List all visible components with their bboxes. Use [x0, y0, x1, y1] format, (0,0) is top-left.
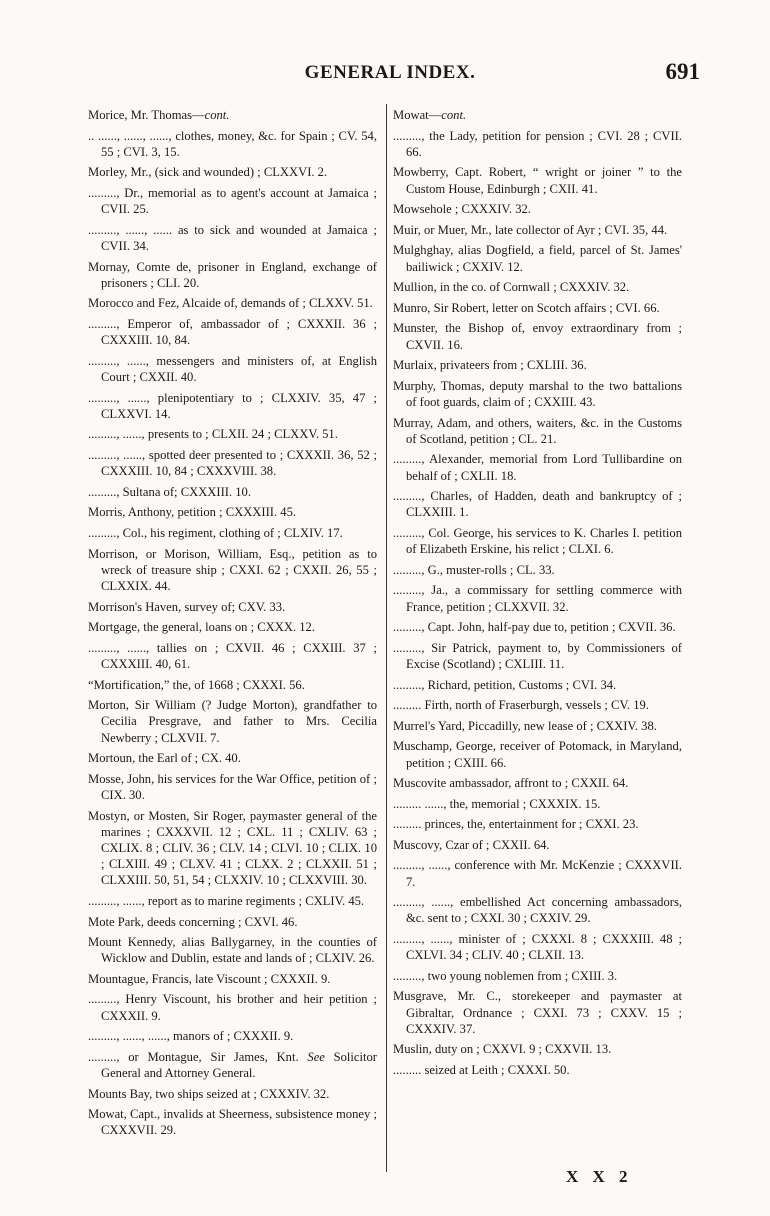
see-target: Solicitor General and Attorney General.: [101, 1049, 378, 1081]
page-header: [86, 59, 700, 90]
entry-text: ........., Richard, petition, Customs ; CVI. 34.: [393, 677, 617, 692]
index-entry: [88, 914, 377, 930]
left-index-column: [88, 107, 377, 1143]
entry-text: Morris, Anthony, petition ; CXXXIII. 45.: [88, 505, 297, 520]
index-entry: [88, 316, 377, 348]
entry-text: Mornay, Comte de, prisoner in England, exchange of prisoners ; CLI. 20.: [88, 259, 377, 290]
index-entry: [393, 894, 682, 926]
index-entry: [393, 488, 682, 520]
entry-text: ........., or Montague, Sir James, Knt.: [88, 1049, 299, 1064]
index-entry: [88, 1028, 377, 1044]
index-entry: [393, 562, 682, 578]
entry-text: ........., Ja., a commissary for settling commerce with France, petition ; CLXXVII. 32.: [393, 583, 682, 614]
entry-text: Muslin, duty on ; CXXVI. 9 ; CXXVII. 13.: [393, 1042, 612, 1057]
index-entry: [88, 484, 377, 500]
index-entry: [393, 201, 682, 217]
entry-text: Mount Kennedy, alias Ballygarney, in the counties of Wicklow and Dublin, estate and lands of ; CLXIV. 26.: [88, 935, 377, 966]
entry-text: ........., Henry Viscount, his brother and heir petition ; CXXXII. 9.: [88, 992, 377, 1023]
index-entry: [88, 353, 377, 385]
entry-text: ........., ......, plenipotentiary to ; CLXXIV. 35, 47 ; CLXXVI. 14.: [88, 390, 377, 421]
column-divider: [386, 104, 387, 1172]
index-entry: [393, 988, 682, 1037]
entry-text: Morton, Sir William (? Judge Morton), grandfather to Cecilia Presgrave, and father to Mrs. Cecilia Newberry ; CLXVII. 7.: [88, 698, 377, 745]
entry-text: Mosse, John, his services for the War Office, petition of ; CIX. 30.: [88, 771, 377, 802]
entry-text: ......... ......, the, memorial ; CXXXIX. 15.: [393, 796, 601, 811]
index-entry: [88, 893, 377, 909]
entry-text: ........., Alexander, memorial from Lord Tullibardine on behalf of ; CXLII. 18.: [393, 452, 682, 483]
entry-text: Morocco and Fez, Alcaide of, demands of ; CLXXV. 51.: [88, 296, 373, 311]
index-entry: [88, 599, 377, 615]
entry-text: Morrison, or Morison, William, Esq., petition as to wreck of treasure ship ; CXXI. 62 ; CXXII. 26, 55 ; CLXXIX. 44.: [88, 546, 377, 593]
continued-label: cont.: [441, 108, 467, 122]
index-entry: [393, 857, 682, 889]
index-entry: [393, 837, 682, 853]
index-entry: [88, 107, 377, 123]
index-entry: [88, 447, 377, 479]
index-entry: [393, 164, 682, 196]
entry-text: ........., ......, tallies on ; CXVII. 46 ; CXXIII. 37 ; CXXXIII. 40, 61.: [88, 640, 377, 671]
entry-text: Murlaix, privateers from ; CXLIII. 36.: [393, 358, 587, 373]
entry-text: Mortgage, the general, loans on ; CXXX. 12.: [88, 620, 315, 635]
index-entry: [393, 378, 682, 410]
index-entry: [393, 931, 682, 963]
index-entry: [88, 771, 377, 803]
index-entry: [88, 991, 377, 1023]
entry-text: “Mortification,” the, of 1668 ; CXXXI. 56.: [88, 677, 305, 692]
entry-text: Mote Park, deeds concerning ; CXVI. 46.: [88, 914, 298, 929]
index-entry: [393, 242, 682, 274]
index-entry: [88, 1086, 377, 1102]
entry-text: ........., Col. George, his services to K. Charles I. petition of Elizabeth Erskine, his relict ; CLXI. 6.: [393, 525, 682, 557]
index-entry: [88, 640, 377, 672]
index-entry: [88, 971, 377, 987]
index-entry: [88, 164, 377, 180]
index-entry: [88, 677, 377, 693]
entry-text: Mortoun, the Earl of ; CX. 40.: [88, 751, 241, 766]
running-title: GENERAL INDEX.: [304, 62, 476, 83]
entry-text: ........., Col., his regiment, clothing of ; CLXIV. 17.: [88, 525, 343, 540]
entry-text: Munro, Sir Robert, letter on Scotch affairs ; CVI. 66.: [393, 300, 660, 315]
entry-text: ........., ......, conference with Mr. McKenzie ; CXXXVII. 7.: [393, 858, 682, 889]
entry-text: Mostyn, or Mosten, Sir Roger, paymaster general of the marines ; CXXXVII. 12 ; CXL. 11 ; CXLIV. 63 ; CXLIX. 8 ; CLIV. 36 ; CLV. 14 ; CLVI. 10 ; CLIX. 10 ; CLXIII. 49 ; CLXV. 41 ; CLXX. 2 ; CLXXII. 51 ; CLXXIII. 50, 51, 54 ; CLXXIV. 10 ; CLXXVIII. 30.: [88, 808, 377, 888]
signature-mark: X X 2: [566, 1167, 633, 1186]
entry-text: Muschamp, George, receiver of Potomack, in Maryland, petition ; CXIII. 66.: [393, 739, 682, 770]
entry-text: Mowsehole ; CXXXIV. 32.: [393, 202, 531, 217]
entry-text: ........., ......, presents to ; CLXII. 24 ; CLXXV. 51.: [88, 427, 338, 442]
entry-text: ........., ......, embellished Act concerning ambassadors, &c. sent to ; CXXI. 30 ; CXXIV. 29.: [393, 895, 682, 926]
index-entry: [88, 390, 377, 422]
entry-text: ........., ......, messengers and ministers of, at English Court ; CXXII. 40.: [88, 353, 377, 384]
see-reference: See: [307, 1049, 325, 1064]
index-entry: [393, 222, 682, 238]
entry-text: Murray, Adam, and others, waiters, &c. in the Customs of Scotland, petition ; CL. 21.: [393, 415, 682, 446]
index-entry: [88, 1106, 377, 1138]
entry-text: Murphy, Thomas, deputy marshal to the two battalions of foot guards, claim of ; CXXIII. 43.: [393, 378, 682, 409]
entry-text: Murrel's Yard, Piccadilly, new lease of ; CXXIV. 38.: [393, 718, 657, 733]
index-entry: [393, 677, 682, 693]
entry-text: ........., two young noblemen from ; CXIII. 3.: [393, 968, 618, 983]
index-entry: [393, 300, 682, 316]
entry-text: ........., ......, report as to marine regiments ; CXLIV. 45.: [88, 893, 365, 908]
index-entry: [88, 750, 377, 766]
right-index-column: [393, 107, 682, 1083]
index-entry: [88, 546, 377, 595]
index-entry: [393, 718, 682, 734]
entry-text: Morley, Mr., (sick and wounded) ; CLXXVI. 2.: [88, 165, 328, 180]
entry-text: ........., ......, ...... as to sick and wounded at Jamaica ; CVII. 34.: [88, 222, 377, 253]
entry-text: Muir, or Muer, Mr., late collector of Ayr ; CVI. 35, 44.: [393, 222, 668, 237]
entry-text: Muscovy, Czar of ; CXXII. 64.: [393, 837, 550, 852]
index-entry: [393, 357, 682, 373]
entry-text: Mountague, Francis, late Viscount ; CXXXII. 9.: [88, 971, 331, 986]
index-entry: [393, 796, 682, 812]
index-entry: [393, 525, 682, 557]
entry-text: ......... Firth, north of Fraserburgh, vessels ; CV. 19.: [393, 698, 649, 713]
index-entry: [393, 128, 682, 160]
entry-text: Musgrave, Mr. C., storekeeper and paymaster at Gibraltar, Ordnance ; CXXI. 73 ; CXXV. 15 ; CXXXIV. 37.: [393, 989, 682, 1036]
entry-text: Mowat—: [393, 108, 442, 122]
entry-text: Mullion, in the co. of Cornwall ; CXXXIV. 32.: [393, 280, 630, 295]
index-entry: [88, 619, 377, 635]
index-entry: [393, 619, 682, 635]
entry-text: Mulghghay, alias Dogfield, a field, parcel of St. James' bailiwick ; CXXIV. 12.: [393, 243, 682, 274]
index-entry: [393, 1062, 682, 1078]
entry-text: Mowat, Capt., invalids at Sheerness, subsistence money ; CXXXVII. 29.: [88, 1107, 377, 1138]
index-entry: [393, 775, 682, 791]
entry-text: ........., Charles, of Hadden, death and bankruptcy of ; CLXXIII. 1.: [393, 489, 682, 520]
index-entry: [88, 295, 377, 311]
entry-text: Muscovite ambassador, affront to ; CXXII. 64.: [393, 776, 629, 791]
index-entry: [393, 415, 682, 447]
index-entry: [88, 525, 377, 541]
entry-text: ........., Dr., memorial as to agent's account at Jamaica ; CVII. 25.: [88, 185, 377, 217]
index-entry: [393, 320, 682, 352]
index-entry: [393, 816, 682, 832]
index-entry: [88, 1049, 377, 1081]
index-entry: [88, 426, 377, 442]
entry-text: ......... princes, the, entertainment for ; CXXI. 23.: [393, 817, 639, 832]
entry-text: ........., Emperor of, ambassador of ; CXXXII. 36 ; CXXXIII. 10, 84.: [88, 316, 377, 348]
entry-text: Morrison's Haven, survey of; CXV. 33.: [88, 599, 286, 614]
entry-text: Mowberry, Capt. Robert, “ wright or joiner ” to the Custom House, Edinburgh ; CXII. 41.: [393, 165, 682, 196]
index-entry: [393, 968, 682, 984]
entry-text: Munster, the Bishop of, envoy extraordinary from ; CXVII. 16.: [393, 321, 682, 352]
entry-text: ........., ......, minister of ; CXXXI. 8 ; CXXXIII. 48 ; CXLVI. 34 ; CLIV. 40 ; CLXII. 13.: [393, 932, 682, 963]
entry-text: ........., ......, spotted deer presented to ; CXXXII. 36, 52 ; CXXXIII. 10, 84 ; CXXXVIII. 38.: [88, 447, 377, 479]
index-entry: [393, 640, 682, 672]
entry-text: ......... seized at Leith ; CXXXI. 50.: [393, 1063, 570, 1078]
page-number: 691: [665, 59, 700, 84]
index-entry: [393, 697, 682, 713]
entry-text: ........., the Lady, petition for pension ; CVI. 28 ; CVII. 66.: [393, 128, 682, 159]
entry-text: Mounts Bay, two ships seized at ; CXXXIV. 32.: [88, 1086, 330, 1101]
index-entry: [393, 1041, 682, 1057]
index-entry: [393, 107, 682, 123]
index-entry: [393, 279, 682, 295]
index-entry: [88, 222, 377, 254]
entry-text: ........., G., muster-rolls ; CL. 33.: [393, 562, 555, 577]
entry-text: ........., Sultana of; CXXXIII. 10.: [88, 484, 251, 499]
index-entry: [88, 697, 377, 746]
index-entry: [88, 128, 377, 160]
entry-text: ........., Sir Patrick, payment to, by Commissioners of Excise (Scotland) ; CXLIII. 11.: [393, 640, 682, 671]
entry-text: ........., ......, ......, manors of ; CXXXII. 9.: [88, 1029, 294, 1044]
index-entry: [393, 582, 682, 614]
index-entry: [88, 185, 377, 217]
entry-text: ........., Capt. John, half-pay due to, petition ; CXVII. 36.: [393, 620, 676, 635]
index-entry: [393, 738, 682, 770]
continued-label: cont.: [204, 108, 230, 122]
entry-text: .. ......, ......, ......, clothes, money, &c. for Spain ; CV. 54, 55 ; CVI. 3, 15.: [88, 128, 377, 159]
entry-text: Morice, Mr. Thomas—: [88, 108, 205, 122]
index-entry: [88, 808, 377, 889]
index-entry: [393, 451, 682, 483]
index-entry: [88, 259, 377, 291]
index-entry: [88, 934, 377, 966]
index-entry: [88, 504, 377, 520]
